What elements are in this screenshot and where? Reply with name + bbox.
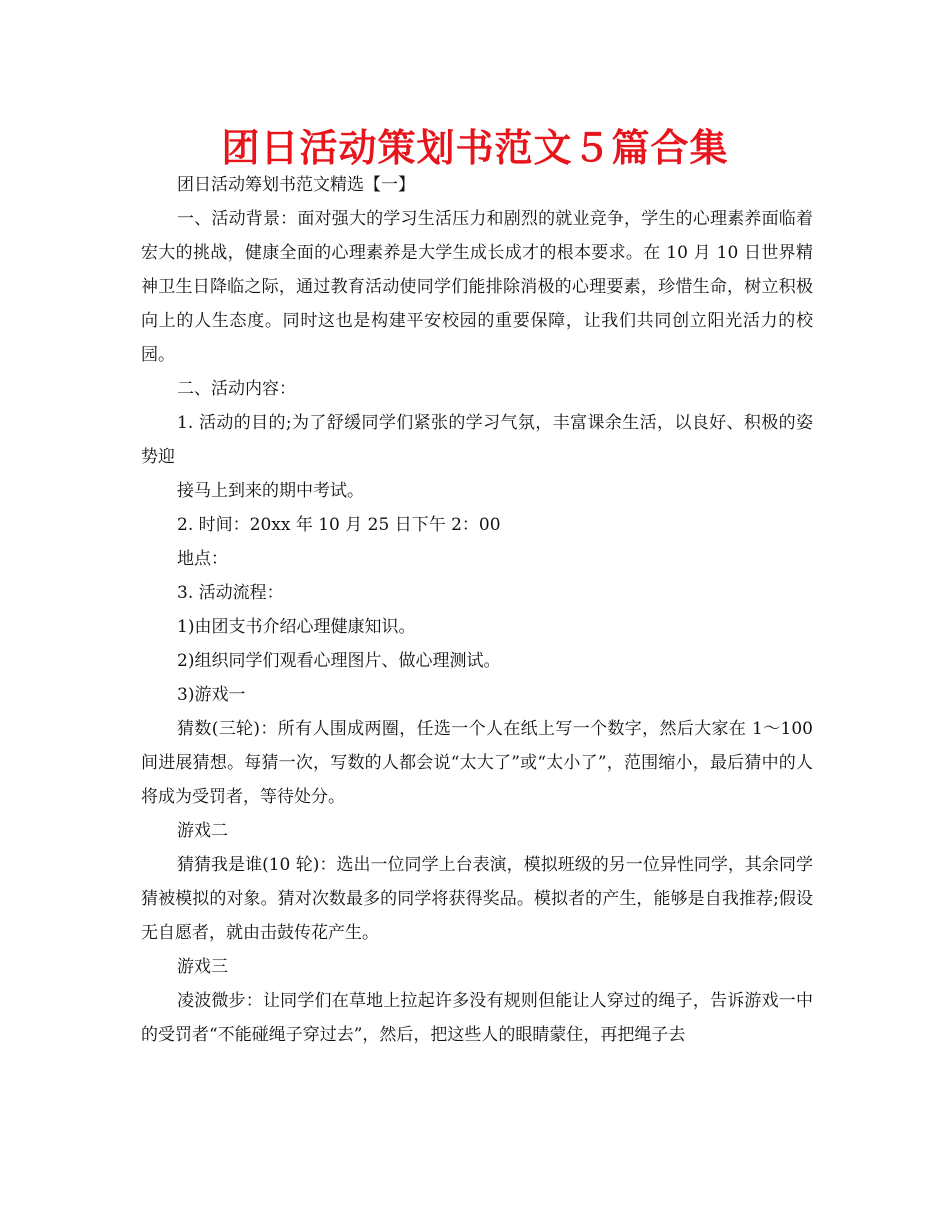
- content-heading: 二、活动内容：: [177, 379, 296, 399]
- purpose-continuation: 接马上到来的期中考试。: [177, 481, 364, 501]
- process-step-3: 3)游戏一: [177, 685, 246, 705]
- game-two-heading: 游戏二: [177, 821, 228, 841]
- process-heading: 3. 活动流程：: [177, 583, 284, 603]
- location-line: 地点：: [177, 549, 228, 569]
- time-line: 2. 时间：20xx 年 10 月 25 日下午 2：00: [177, 515, 501, 535]
- game-two-paragraph: 猜猜我是谁(10 轮)：选出一位同学上台表演，模拟班级的另一位异性同学，其余同学猜被模拟的对象。猜对次数最多的同学将获得奖品。模拟者的产生，能够是自我推荐;假设无自愿者，就由击鼓传花产生。: [141, 855, 813, 943]
- section-heading: 团日活动筹划书范文精选【一】: [177, 175, 415, 195]
- purpose-paragraph: 1. 活动的目的;为了舒缓同学们紧张的学习气氛，丰富课余生活，以良好、积极的姿势迎: [141, 413, 813, 467]
- document-title: 团日活动策划书范文５篇合集: [221, 126, 729, 170]
- game-three-heading: 游戏三: [177, 957, 228, 977]
- process-step-2: 2)组织同学们观看心理图片、做心理测试。: [177, 651, 501, 671]
- game-three-paragraph: 凌波微步：让同学们在草地上拉起许多没有规则但能让人穿过的绳子，告诉游戏一中的受罚者“不能碰绳子穿过去”，然后，把这些人的眼睛蒙住，再把绳子去: [141, 991, 813, 1045]
- process-step-1: 1)由团支书介绍心理健康知识。: [177, 617, 416, 637]
- document-body: [141, 168, 813, 1052]
- background-paragraph: 一、活动背景：面对强大的学习生活压力和剧烈的就业竞争，学生的心理素养面临着宏大的挑战，健康全面的心理素养是大学生成长成才的根本要求。在 10 月 10 日世界精神卫生日降临之际，通过教育活动使同学们能排除消极的心理要素，珍惜生命，树立积极向上的人生态度。同时这也是构建平安校园的重要保障，让我们共同创立阳光活力的校园。: [141, 209, 813, 365]
- game-one-paragraph: 猜数(三轮)：所有人围成两圈，任选一个人在纸上写一个数字，然后大家在 1～100 间进展猜想。每猜一次，写数的人都会说“太大了”或“太小了”，范围缩小，最后猜中的人将成为受罚者，等待处分。: [141, 719, 813, 807]
